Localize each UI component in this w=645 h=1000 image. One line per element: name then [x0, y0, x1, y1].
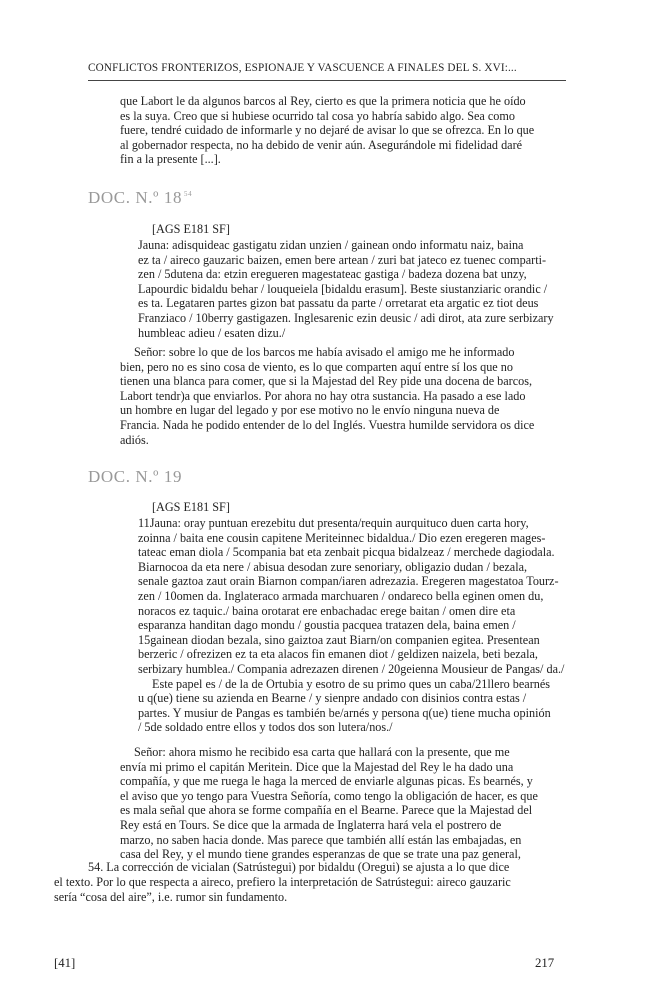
text-line: es ta. Legataren partes gizon bat passatu da parte / orretarat eta argatic ez tiot deus: [138, 296, 539, 311]
text-line: berzeric / ofrezizen ez ta eta alacos fin emanen diot / geldizen naizela, beti bezala,: [138, 647, 538, 662]
doc19-heading: DOC. N.º 19: [88, 467, 183, 486]
text-line: al gobernador respecta, no ha debido de venir aún. Asegurándole mi fidelidad daré: [120, 137, 523, 152]
text-line: un hombre en lugar del legado y por ese motivo no le envío ninguna nueva de: [120, 403, 500, 418]
doc18-basque-text: [138, 238, 566, 340]
text-line: fin a la presente [...].: [120, 152, 221, 167]
text-line: envía mi primo el capitán Meritein. Dice que la Majestad del Rey le ha dado una: [120, 759, 514, 774]
doc18-archive-ref: [AGS E181 SF]: [152, 222, 230, 236]
text-line: Rey está en Tours. Se dice que la armada de Inglaterra hará vela el postrero de: [120, 817, 502, 832]
page-number: 217: [535, 956, 555, 970]
text-line: Señor: sobre lo que de los barcos me había avisado el amigo me he informado: [134, 345, 515, 359]
text-line: Biarnocoa da eta nere / abisua desodan zure senoriary, obligazio dudan / bezala,: [138, 559, 528, 574]
text-line: el aviso que yo tengo para Vuestra Señoría, como tengo la obligación de hacer, es que: [120, 788, 538, 803]
doc18-heading: [88, 188, 192, 208]
text-line: 11Jauna: oray puntuan erezebitu dut presenta/requin aurquituco duen carta hory,: [138, 516, 529, 530]
footnote-line: el texto. Por lo que respecta a aireco, prefiero la interpretación de Satrústegui: aireco gauzaric: [54, 875, 511, 889]
text-line: esparanza handitan dago mondu / goustia pacquea tratazen dela, baina emen /: [138, 618, 516, 633]
text-line: noracos ez taquic./ baina orotarat ere enbachadac erege baitan / omen dire eta: [138, 603, 516, 618]
running-header: CONFLICTOS FRONTERIZOS, ESPIONAJE Y VASCUENCE A FINALES DEL S. XVI:...: [88, 62, 517, 74]
bracket-page-number: [41]: [54, 956, 76, 970]
doc18-footnote-ref: 54: [184, 190, 193, 198]
text-line: serbizary humblea./ Compania adrezazen direnen / 20geienna Mousieur de Pangas/ da./: [138, 661, 565, 676]
doc19-archive-ref: [AGS E181 SF]: [152, 500, 230, 514]
text-line: Francia. Nada he podido entender de lo del Inglés. Vuestra humilde servidora os dice: [120, 417, 535, 432]
text-line: humbleac adieu / esaten dizu./: [138, 325, 286, 340]
text-line: tateac eman diola / 5compania bat eta zenbait picqua bidalzeaz / merchede dagiodala.: [138, 545, 555, 560]
footnote-number: 54.: [88, 860, 104, 874]
text-line: zen / 10omen da. Inglateraco armada marchuaren / ondareco bella eginen omen du,: [138, 588, 544, 603]
text-line: marzo, no saben hacia donde. Mas parece que también allí están las embajadas, en: [120, 832, 522, 847]
text-line: senale gaztoa zaut orain Biarnon compan/iaren adrezazia. Eregeren magestatoa Tourz-: [138, 574, 559, 589]
text-line: zen / 5dutena da: etzin eregueren magestateac gastiga / badeza dozena bat unzy,: [138, 267, 527, 282]
text-line: bien, pero no es sino cosa de viento, es lo que comparten aquí entre sí los que no: [120, 359, 513, 374]
text-line: es mala señal que ahora se forme compañía en el Bearne. Parece que la Majestad del: [120, 803, 533, 818]
text-line: partes. Y musiur de Pangas es también be/arnés y persona q(ue) tiene mucha opinión: [138, 705, 551, 720]
footnote-54: [54, 860, 556, 905]
text-line: Este papel es / de la de Ortubia y esotro de su primo ques un caba/21llero bearnés: [152, 676, 550, 691]
text-line: / 5de soldado entre ellos y todos dos son lutera/nos./: [138, 720, 393, 735]
doc18-title: DOC. N.º 18: [88, 188, 183, 207]
text-line: Labort tendr)a que enviarlos. Por ahora no hay otra sustancia. Ha pasado a ese lado: [120, 388, 526, 403]
footnote-text: La corrección de vicialan (Satrústegui) por bidaldu (Oregui) se ajusta a lo que dice: [106, 860, 510, 874]
text-line: 15gainean diodan bezala, sino gaiztoa zaut Biarn/on companien egitea. Presentean: [138, 632, 540, 647]
header-rule: [88, 80, 566, 81]
doc19-basque-text: [138, 516, 566, 735]
text-line: ez ta / aireco gauzaric baizen, emen bere artean / zuri bat jateco ez tuenec comparti-: [138, 252, 547, 267]
text-line: Franziaco / 10berry gastigazen. Inglesarenic ezin deusic / adi dirot, ata zure serbizary: [138, 310, 554, 325]
text-line: Jauna: adisquideac gastigatu zidan unzien / gainean ondo informatu naiz, baina: [138, 238, 524, 252]
text-line: Lapourdic bidaldu behar / louqueiela [bidaldu erasum]. Beste siustanziaric orandic /: [138, 281, 548, 296]
footnote-line: sería “cosa del aire”, i.e. rumor sin fundamento.: [54, 890, 288, 904]
text-line: casa del Rey, y el mundo tiene grandes esperanzas de que se trate una paz general,: [120, 847, 521, 862]
text-line: fuere, tendré cuidado de informarle y no dejaré de avisar lo que se ofrezca. En lo que: [120, 123, 535, 138]
text-line: tienen una blanca para comer, que si la Majestad del Rey pide una docena de barcos,: [120, 374, 533, 389]
intro-paragraph: [120, 94, 566, 167]
text-line: adiós.: [120, 432, 149, 447]
doc19-translation: [120, 745, 566, 862]
text-line: zoinna / baita ene cousin capitene Meriteinnec bidalduа./ Dio ezen eregeren mages-: [138, 530, 546, 545]
text-line: u q(ue) tiene su azienda en Bearne / y sienpre andado con disinios contra estas /: [138, 691, 527, 706]
text-line: Señor: ahora mismo he recibido esa carta que hallará con la presente, que me: [134, 745, 510, 759]
text-line: que Labort le da algunos barcos al Rey, cierto es que la primera noticia que he oído: [120, 94, 526, 108]
text-line: es la suya. Creo que si hubiese ocurrido tal cosa yo habría sabido algo. Sea como: [120, 108, 515, 123]
doc18-translation: [120, 345, 566, 447]
text-line: compañía, y que me ruega le haga la merced de enviarle algunas picas. Es bearnés, y: [120, 774, 533, 789]
footnote-line: [54, 860, 556, 875]
